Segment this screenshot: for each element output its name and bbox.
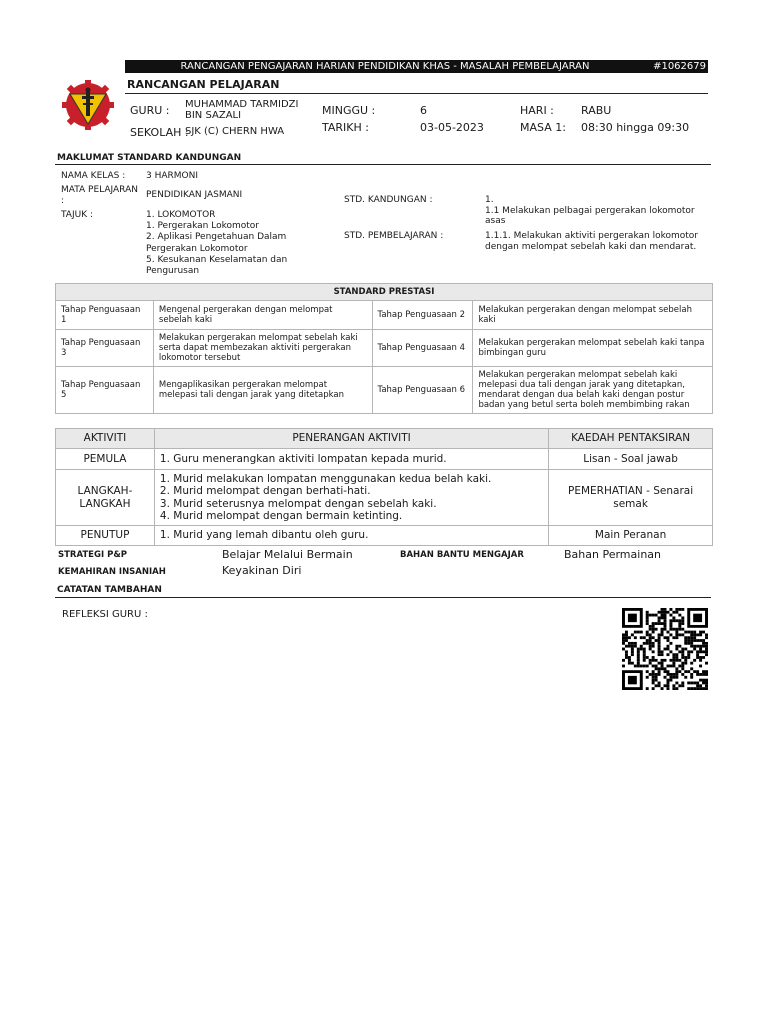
aktiviti-description — [154, 526, 548, 546]
table-row — [56, 470, 713, 526]
masa-value: 08:30 hingga 09:30 — [581, 121, 690, 134]
aktiviti-line: 1. Murid melakukan lompatan menggunakan kedua belah kaki. — [159, 472, 492, 485]
school-logo — [62, 80, 114, 130]
minggu-label: MINGGU : — [322, 104, 376, 117]
tahap-label: Tahap Penguasaan 3 — [56, 330, 154, 367]
qr-code — [622, 608, 708, 690]
aktiviti-name: LANGKAH-LANGKAH — [56, 470, 155, 526]
tahap-label: Tahap Penguasaan 1 — [56, 301, 154, 330]
std-kandungan-value — [485, 195, 705, 227]
guru-value: MUHAMMAD TARMIDZI BIN SAZALI — [185, 99, 299, 121]
bahan-value: Bahan Permainan — [564, 548, 662, 561]
table-row — [56, 526, 713, 546]
aktiviti-description — [154, 449, 548, 470]
nama-kelas-label: NAMA KELAS : — [61, 171, 126, 181]
aktiviti-line: 3. Murid seterusnya melompat dengan sebelah kaki. — [159, 497, 437, 510]
aktiviti-description — [154, 470, 548, 526]
std-kandungan-label: STD. KANDUNGAN : — [344, 195, 433, 205]
maklumat-divider — [55, 164, 711, 165]
tahap-text: Mengenal pergerakan dengan melompat sebelah kaki — [153, 301, 372, 330]
sekolah-value: SJK (C) CHERN HWA — [185, 126, 285, 137]
masa-label: MASA 1: — [520, 121, 566, 134]
minggu-value: 6 — [420, 104, 427, 117]
tahap-text: Melakukan pergerakan melompat sebelah kaki tanpa bimbingan guru — [473, 330, 713, 367]
tarikh-label: TARIKH : — [322, 121, 369, 134]
tajuk-line: 2. Aplikasi Pengetahuan Dalam Pergerakan Lokomotor — [146, 232, 287, 254]
guru-label: GURU : — [130, 104, 170, 117]
standard-prestasi-title: STANDARD PRESTASI — [56, 284, 713, 301]
std-pembelajaran-value: 1.1.1. Melakukan aktiviti pergerakan lokomotor dengan melompat sebelah kaki dan mendarat. — [485, 231, 698, 252]
aktiviti-header: AKTIVITI — [56, 429, 155, 449]
catatan-title: CATATAN TAMBAHAN — [57, 585, 162, 595]
bahan-label: BAHAN BANTU MENGAJAR — [400, 550, 524, 560]
maklumat-title: MAKLUMAT STANDARD KANDUNGAN — [57, 153, 242, 163]
section-title: RANCANGAN PELAJARAN — [127, 78, 280, 91]
std-pembelajaran-label: STD. PEMBELAJARAN : — [344, 231, 444, 241]
aktiviti-line: 1. Guru menerangkan aktiviti lompatan kepada murid. — [159, 452, 447, 465]
std-kandungan-line: 1.1 Melakukan pelbagai pergerakan lokomotor asas — [485, 205, 695, 226]
catatan-divider — [55, 597, 711, 598]
aktiviti-name: PEMULA — [56, 449, 155, 470]
table-row — [56, 330, 713, 367]
tahap-text: Melakukan pergerakan melompat sebelah kaki melepasi dua tali dengan jarak yang ditetapkan, mendarat dengan dua belah kaki dengan postur badan yang betul serta boleh membimbing rakan — [473, 367, 713, 414]
tahap-label: Tahap Penguasaan 6 — [372, 367, 473, 414]
kemahiran-value: Keyakinan Diri — [222, 564, 302, 577]
strategi-value: Belajar Melalui Bermain — [222, 548, 353, 561]
table-row — [56, 301, 713, 330]
tahap-text: Melakukan pergerakan dengan melompat sebelah kaki — [473, 301, 713, 330]
aktiviti-table — [55, 428, 713, 546]
table-row — [56, 449, 713, 470]
mata-pelajaran-value: PENDIDIKAN JASMANI — [146, 190, 243, 200]
tajuk-line: 5. Kesukanan Keselamatan dan Pengurusan — [146, 254, 288, 277]
tajuk-label: TAJUK : — [61, 210, 93, 220]
kaedah-header: KAEDAH PENTAKSIRAN — [549, 429, 713, 449]
document-code: #1062679 — [653, 61, 706, 72]
aktiviti-kaedah: PEMERHATIAN - Senarai semak — [549, 470, 713, 526]
nama-kelas-value: 3 HARMONI — [146, 171, 199, 181]
document-banner — [125, 60, 708, 73]
aktiviti-kaedah: Main Peranan — [549, 526, 713, 546]
tarikh-value: 03-05-2023 — [420, 121, 484, 134]
aktiviti-name: PENUTUP — [56, 526, 155, 546]
aktiviti-line: 1. Murid yang lemah dibantu oleh guru. — [159, 529, 369, 542]
banner-title: RANCANGAN PENGAJARAN HARIAN PENDIDIKAN KHAS - MASALAH PEMBELAJARAN — [180, 61, 590, 72]
hari-value: RABU — [581, 104, 612, 117]
tajuk-line: 1. LOKOMOTOR — [146, 210, 216, 220]
tajuk-list — [146, 210, 296, 277]
tahap-label: Tahap Penguasaan 2 — [372, 301, 473, 330]
tahap-label: Tahap Penguasaan 4 — [372, 330, 473, 367]
penerangan-header: PENERANGAN AKTIVITI — [154, 429, 548, 449]
std-kandungan-line: 1. — [485, 195, 494, 205]
tajuk-line: 1. Pergerakan Lokomotor — [146, 221, 260, 232]
mata-pelajaran-label: MATA PELAJARAN : — [61, 185, 138, 206]
refleksi-label: REFLEKSI GURU : — [62, 609, 148, 620]
aktiviti-kaedah: Lisan - Soal jawab — [549, 449, 713, 470]
header-divider — [125, 93, 708, 94]
table-row — [56, 367, 713, 414]
standard-prestasi-table — [55, 283, 713, 414]
sekolah-label: SEKOLAH : — [130, 126, 189, 139]
tahap-text: Melakukan pergerakan melompat sebelah kaki serta dapat membezakan aktiviti pergerakan lokomotor tersebut — [153, 330, 372, 367]
kemahiran-label: KEMAHIRAN INSANIAH — [58, 567, 166, 577]
tahap-label: Tahap Penguasaan 5 — [56, 367, 154, 414]
aktiviti-line: 2. Murid melompat dengan berhati-hati. — [159, 485, 371, 497]
tahap-text: Mengaplikasikan pergerakan melompat melepasi tali dengan jarak yang ditetapkan — [153, 367, 372, 414]
aktiviti-line: 4. Murid melompat dengan bermain ketinting. — [159, 510, 403, 522]
hari-label: HARI : — [520, 104, 554, 117]
strategi-label: STRATEGI P&P — [58, 550, 127, 560]
